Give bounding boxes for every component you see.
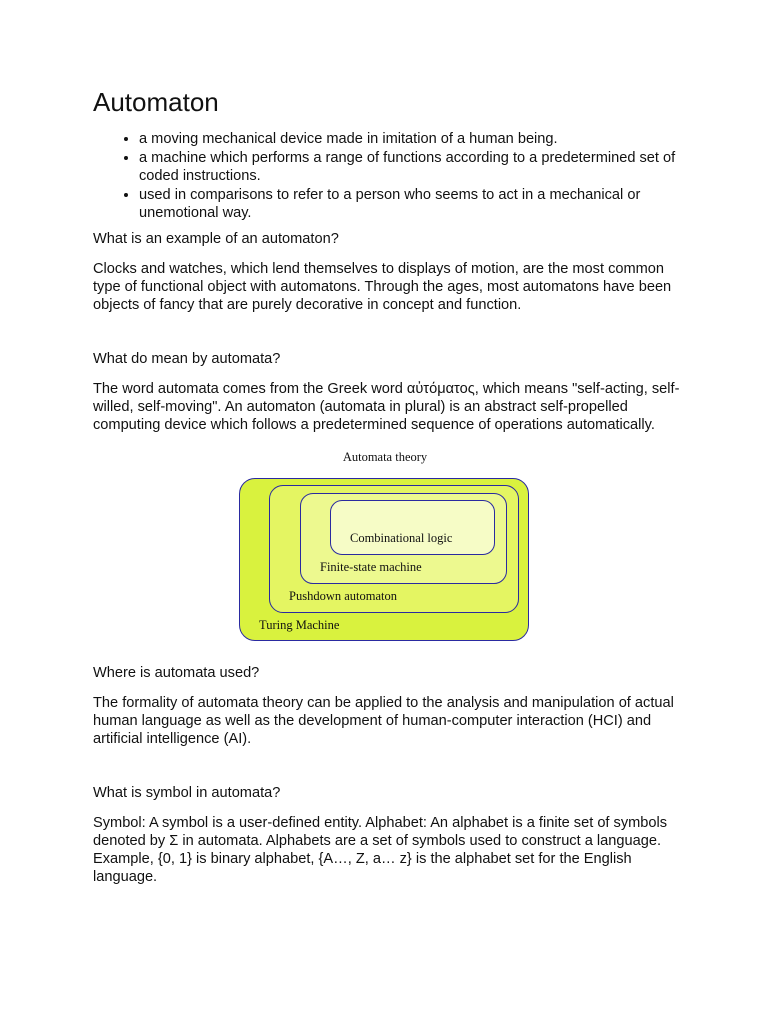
combinational-logic-label: Combinational logic bbox=[350, 531, 453, 545]
question-symbol: What is symbol in automata? bbox=[93, 785, 281, 801]
list-item: • a moving mechanical device made in imitation of a human being. bbox=[139, 130, 683, 148]
question-usage: Where is automata used? bbox=[93, 665, 260, 681]
spacer bbox=[93, 760, 683, 784]
turing-machine-label: Turing Machine bbox=[259, 618, 340, 632]
pushdown-automaton-label: Pushdown automaton bbox=[289, 589, 397, 603]
combinational-logic-box bbox=[330, 500, 495, 555]
diagram-title: Automata theory bbox=[342, 450, 428, 464]
answer-usage: The formality of automata theory can be applied to the analysis and manipulation of actual human language as well as the development of human-computer interaction (HCI) and artificial intelligence (AI). bbox=[93, 695, 674, 747]
question-meaning: What do mean by automata? bbox=[93, 351, 281, 367]
finite-state-machine-label: Finite-state machine bbox=[320, 560, 422, 574]
answer-example: Clocks and watches, which lend themselves to displays of motion, are the most common type of functional object with automatons. Through the ages, most automatons have been objects of fancy that are purely decorative in concept and function. bbox=[93, 261, 672, 313]
question-example: What is an example of an automaton? bbox=[93, 231, 339, 247]
list-item: • used in comparisons to refer to a person who seems to act in a mechanical or unemotional way. bbox=[139, 186, 683, 222]
definition-list bbox=[93, 130, 683, 222]
list-item: • a machine which performs a range of functions according to a predetermined set of coded instructions. bbox=[139, 149, 683, 185]
answer-symbol: Symbol: A symbol is a user-defined entity. Alphabet: An alphabet is a finite set of symbols denoted by Σ in automata. Alphabets are a set of symbols used to construct a language. Example, {0, 1} is binary alphabet, {A…, Z, a… z} is the alphabet set for the English language. bbox=[93, 815, 668, 885]
answer-meaning: The word automata comes from the Greek word αὐτόματος, which means "self-acting, self-willed, self-moving". An automaton (automata in plural) is an abstract self-propelled computing device which follows a predetermined sequence of operations automatically. bbox=[93, 381, 680, 433]
spacer bbox=[93, 326, 683, 350]
page-title: Automaton bbox=[93, 87, 219, 117]
automata-theory-diagram bbox=[93, 448, 683, 654]
document-page bbox=[93, 84, 683, 898]
